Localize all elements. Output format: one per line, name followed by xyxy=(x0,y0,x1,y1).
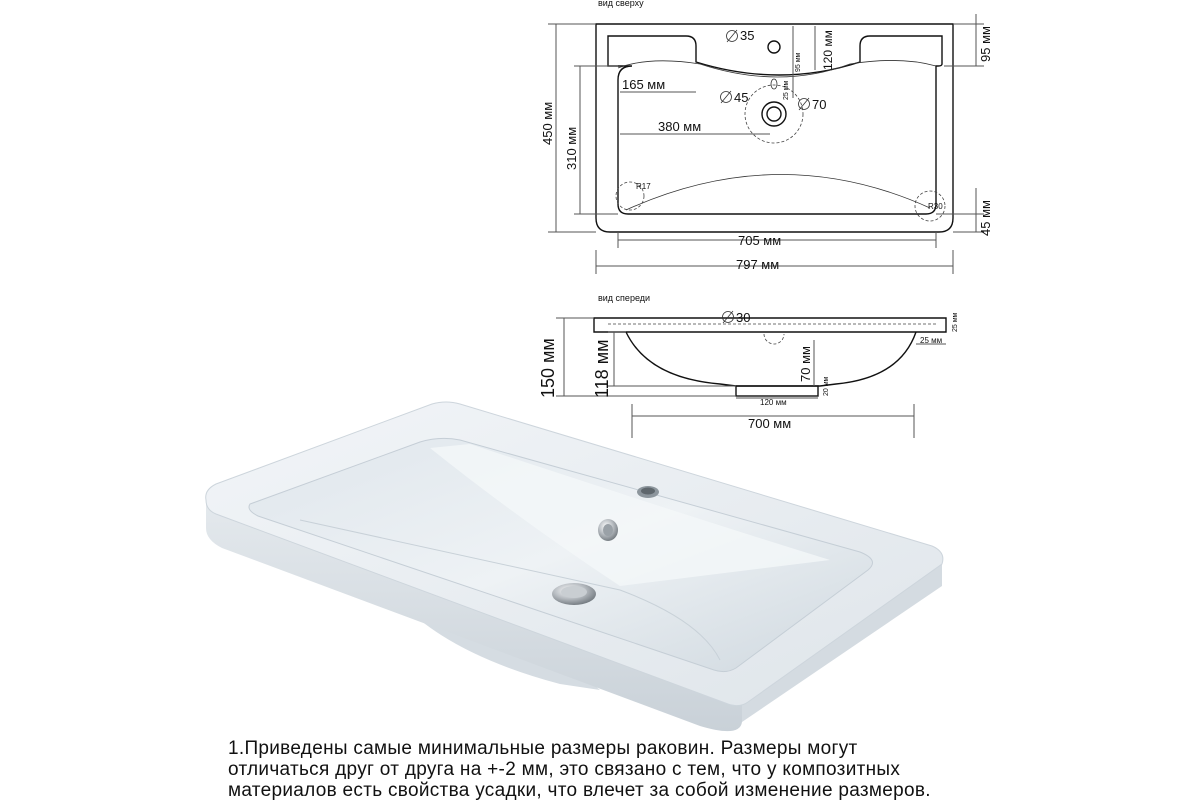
dim-310: 310 мм xyxy=(564,126,579,170)
front-view-bowl xyxy=(626,332,916,386)
tap-hole-diameter: 35 xyxy=(740,28,755,43)
front-view-caption: вид спереди xyxy=(598,293,651,303)
note-line-2: отличаться друг от друга на +-2 мм, это связано с тем, что у композитных xyxy=(228,759,901,780)
dim-20: 20 мм xyxy=(823,376,830,396)
front-view-rim xyxy=(594,318,946,332)
note-line-3: материалов есть свойства усадки, что влечет за собой изменение размеров. xyxy=(228,780,931,801)
dim-120-front: 120 мм xyxy=(760,398,787,407)
dim-25-small: 25 мм xyxy=(952,312,959,332)
overflow-diameter: 45 xyxy=(734,90,749,105)
dim-150: 150 мм xyxy=(538,338,558,398)
dim-25-right: 25 мм xyxy=(920,336,943,345)
dim-165: 165 мм xyxy=(622,77,666,92)
note-line-1: 1.Приведены самые минимальные размеры раковин. Размеры могут xyxy=(228,738,858,759)
drain-ring-outer xyxy=(762,102,786,126)
front-view-tap-dashed xyxy=(764,334,784,344)
drain-diameter: 70 xyxy=(812,97,827,112)
top-view-outer-rim xyxy=(596,24,953,232)
front-diameter-30: 30 xyxy=(736,310,751,325)
dim-25: 25 мм xyxy=(783,80,790,100)
top-view-caption: вид сверху xyxy=(598,0,644,8)
radius-r17: R17 xyxy=(636,182,651,191)
top-view xyxy=(540,0,993,274)
radius-r30: R30 xyxy=(928,202,943,211)
front-view-drain-stub xyxy=(736,386,818,396)
dim-705: 705 мм xyxy=(738,233,782,248)
dim-797: 797 мм xyxy=(736,257,780,272)
dim-450: 450 мм xyxy=(540,101,555,145)
dim-95-small: 95 мм xyxy=(795,52,802,72)
overflow-hole xyxy=(771,79,777,89)
dim-120: 120 мм xyxy=(821,30,835,70)
front-view xyxy=(538,293,959,438)
sink-render xyxy=(206,402,943,731)
dim-95: 95 мм xyxy=(978,26,993,62)
dim-70: 70 мм xyxy=(798,346,813,382)
bowl-slope-arc xyxy=(626,174,930,210)
drain-ring-inner xyxy=(767,107,781,121)
dim-45: 45 мм xyxy=(978,200,993,236)
dimension-note xyxy=(228,738,1188,801)
dim-118: 118 мм xyxy=(592,339,612,398)
tap-hole xyxy=(768,41,780,53)
dim-700: 700 мм xyxy=(748,416,792,431)
dim-380: 380 мм xyxy=(658,119,702,134)
